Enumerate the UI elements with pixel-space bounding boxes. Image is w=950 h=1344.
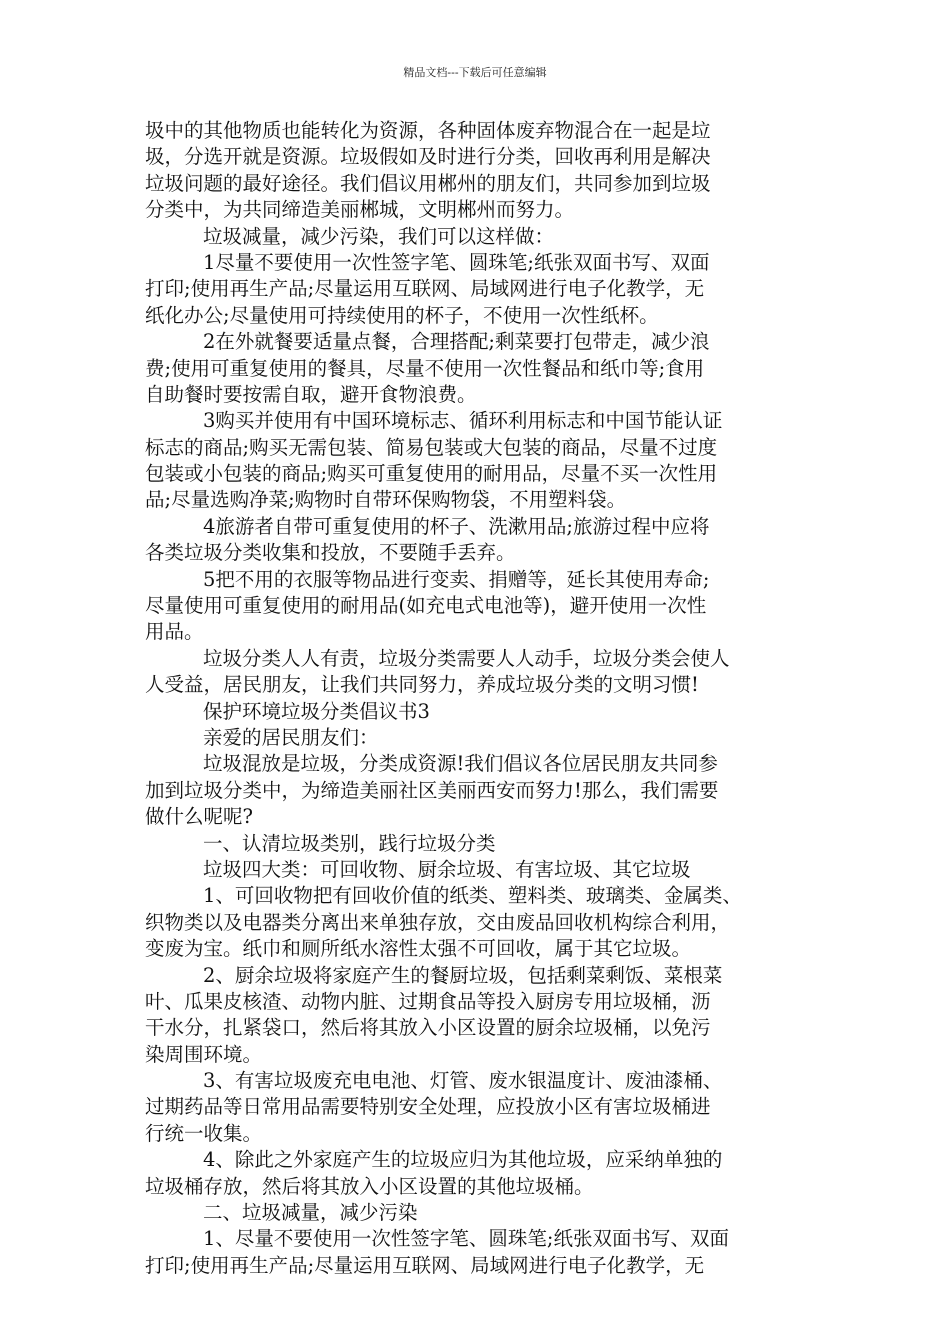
text-line: 圾中的其他物质也能转化为资源，各种固体废弃物混合在一起是垃: [145, 119, 711, 142]
text-line: 加到垃圾分类中，为缔造美丽社区美丽西安而努力!那么，我们需要: [145, 778, 719, 802]
text-line: 垃圾桶存放，然后将其放入小区设置的其他垃圾桶。: [145, 1174, 594, 1198]
text-line: 分类中，为共同缔造美丽郴城，文明郴州而努力。: [145, 198, 575, 222]
text-line: 标志的商品;购买无需包装、简易包装或大包装的商品，尽量不过度: [145, 435, 718, 459]
text-line: 2、厨余垃圾将家庭产生的餐厨垃圾，包括剩菜剩饭、菜根菜: [203, 963, 723, 987]
document-body: [145, 118, 810, 1279]
page-header: 精品文档---下载后可任意编辑: [403, 66, 547, 79]
text-line: 二、垃圾减量，减少污染: [203, 1201, 418, 1225]
text-line: 做什么呢呢?: [145, 805, 253, 829]
text-line: 垃圾混放是垃圾，分类成资源!我们倡议各位居民朋友共同参: [203, 752, 718, 776]
text-line: 3、有害垃圾废充电电池、灯管、废水银温度计、废油漆桶、: [203, 1069, 723, 1093]
text-line: 染周围环境。: [145, 1042, 263, 1066]
text-line: 用品。: [145, 620, 204, 644]
text-line: 打印;使用再生产品;尽量运用互联网、局域网进行电子化教学，无: [145, 1253, 705, 1277]
text-line: 3购买并使用有中国环境标志、循环利用标志和中国节能认证: [203, 409, 723, 433]
text-line: 纸化办公;尽量使用可持续使用的杯子，不使用一次性纸杯。: [145, 303, 659, 327]
text-line: 费;使用可重复使用的餐具，尽量不使用一次性餐品和纸巾等;食用: [145, 356, 705, 380]
text-line: 4旅游者自带可重复使用的杯子、洗漱用品;旅游过程中应将: [203, 514, 710, 538]
text-line: 过期药品等日常用品需要特别安全处理，应投放小区有害垃圾桶进: [145, 1095, 711, 1119]
text-line: 亲爱的居民朋友们：: [203, 725, 379, 749]
text-line: 变废为宝。纸巾和厕所纸水溶性太强不可回收，属于其它垃圾。: [145, 937, 692, 961]
text-line: 品;尽量选购净菜;购物时自带环保购物袋，不用塑料袋。: [145, 488, 627, 512]
text-line: 5把不用的衣服等物品进行变卖、捐赠等，延长其使用寿命;: [203, 567, 710, 591]
text-line: 干水分，扎紧袋口，然后将其放入小区设置的厨余垃圾桶，以免污: [145, 1016, 711, 1040]
text-line: 1尽量不要使用一次性签字笔、圆珠笔;纸张双面书写、双面: [203, 250, 710, 274]
text-line: 打印;使用再生产品;尽量运用互联网、局域网进行电子化教学，无: [145, 277, 705, 301]
text-line: 一、认清垃圾类别，践行垃圾分类: [203, 831, 496, 855]
text-line: 保护环境垃圾分类倡议书3: [203, 699, 430, 723]
text-line: 1、可回收物把有回收价值的纸类、塑料类、玻璃类、金属类、: [203, 884, 742, 908]
text-line: 垃圾分类人人有责，垃圾分类需要人人动手，垃圾分类会使人: [203, 646, 730, 670]
text-line: 1、尽量不要使用一次性签字笔、圆珠笔;纸张双面书写、双面: [203, 1227, 729, 1251]
text-line: 尽量使用可重复使用的耐用品(如充电式电池等)，避开使用一次性: [145, 594, 707, 618]
text-line: 4、除此之外家庭产生的垃圾应归为其他垃圾，应采纳单独的: [203, 1148, 723, 1172]
text-line: 自助餐时要按需自取，避开食物浪费。: [145, 382, 477, 406]
text-line: 人受益，居民朋友，让我们共同努力，养成垃圾分类的文明习惯!: [145, 673, 699, 697]
text-line: 叶、瓜果皮核渣、动物内脏、过期食品等投入厨房专用垃圾桶，沥: [145, 989, 711, 1013]
text-line: 垃圾问题的最好途径。我们倡议用郴州的朋友们，共同参加到垃圾: [145, 171, 711, 195]
text-line: 行统一收集。: [145, 1121, 263, 1145]
text-line: 2在外就餐要适量点餐，合理搭配;剩菜要打包带走，减少浪: [203, 330, 710, 354]
text-line: 织物类以及电器类分离出来单独存放，交由废品回收机构综合利用，: [145, 910, 731, 934]
text-line: 包装或小包装的商品;购买可重复使用的耐用品，尽量不买一次性用: [145, 462, 718, 486]
text-line: 垃圾减量，减少污染，我们可以这样做：: [203, 224, 555, 248]
text-line: 各类垃圾分类收集和投放，不要随手丢弃。: [145, 541, 516, 565]
text-line: 圾，分选开就是资源。垃圾假如及时进行分类，回收再利用是解决: [145, 145, 711, 169]
text-line: 垃圾四大类：可回收物、厨余垃圾、有害垃圾、其它垃圾: [203, 857, 691, 881]
